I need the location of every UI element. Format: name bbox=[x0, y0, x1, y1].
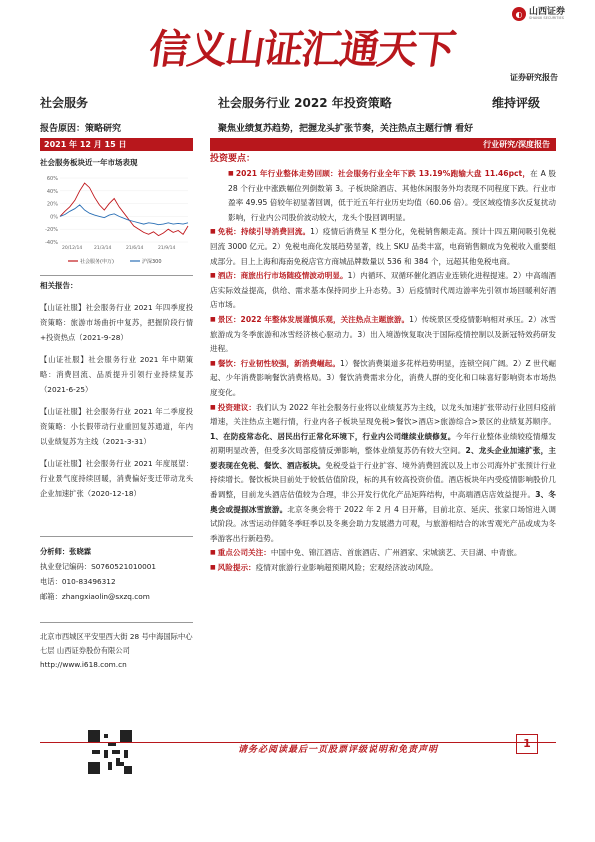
report-reason: 报告原因：策略研究 bbox=[40, 124, 122, 134]
bullet-icon: ■ bbox=[210, 359, 216, 367]
legend-label: 社会服务(申万) bbox=[80, 259, 114, 265]
logo-english: SHANXI SECURITIES bbox=[529, 15, 564, 20]
analyst-info bbox=[40, 544, 193, 604]
y-tick-label: 0% bbox=[50, 214, 58, 221]
related-reports bbox=[40, 300, 193, 508]
bullet-icon: ■ bbox=[210, 228, 216, 236]
report-category: 行业研究/深度报告 bbox=[210, 138, 556, 151]
point-text: 1）内循环、双循环催化酒店业连锁化进程提速。2）中高端酒店实际效益提高，供给、需求基本保持同步上升态势。3）后疫情时代周边游率先引领市场回暖利好酒店市场。 bbox=[210, 271, 556, 310]
investment-highlights bbox=[210, 153, 556, 576]
y-tick-label: 20% bbox=[46, 201, 58, 208]
point-heading: 景区：2022 年整体发展谨慎乐观，关注热点主题旅游。 bbox=[217, 314, 410, 324]
report-title: 社会服务行业 2022 年投资策略 bbox=[218, 96, 392, 110]
point-heading: 免税：持续引导消费回流。 bbox=[217, 227, 311, 237]
point-text: 1）传统景区受疫情影响相对承压。2）冰雪旅游成为冬季旅游和冰雪经济核心驱动力。3）出入境游恢复取决于国际疫情控制以及新冠特效药研发进程。 bbox=[210, 314, 557, 354]
point-emphasis: 1、在防疫常态化、居民出行正常化环境下，行业内公司继续业绩修复。 bbox=[210, 431, 456, 441]
point-heading: 重点公司关注： bbox=[217, 548, 271, 558]
bullet-icon: ■ bbox=[228, 170, 234, 177]
point-heading: 餐饮：行业韧性较强，新消费崛起。 bbox=[217, 358, 340, 368]
performance-chart bbox=[38, 170, 193, 270]
series-line bbox=[60, 205, 188, 225]
x-tick-label: 20/12/14 bbox=[62, 246, 83, 251]
bullet-icon: ■ bbox=[210, 564, 216, 572]
related-report-item[interactable]: 【山证社服】社会服务行业 2021 年度展望：行业景气度持续回暖，消费偏好变迁带动龙头企业加速扩张（2020-12-18） bbox=[40, 459, 193, 498]
bullet-icon: ■ bbox=[210, 272, 216, 280]
logo-name: 山西证券 bbox=[529, 6, 566, 17]
analyst-license: 执业登记编码：S0760521010001 bbox=[40, 562, 157, 571]
point-text: 我们认为 2022 年社会服务行业将以业绩复苏为主线，以龙头加速扩张带动行业回归疫前增速，关注热点主题行情，行业内各子板块呈现免税>餐饮>酒店>旅游综合>景区的业绩复苏顺序。 bbox=[210, 402, 557, 427]
section-heading: 投资要点： bbox=[210, 154, 256, 164]
bullet-icon: ■ bbox=[210, 549, 216, 557]
x-tick-label: 21/3/14 bbox=[94, 246, 112, 251]
bullet-icon: ■ bbox=[210, 403, 216, 411]
point-emphasis: 2、龙头企业加速扩张，主要表现在免税、餐饮、酒店板块。 bbox=[210, 446, 556, 470]
analyst-phone: 电话：010-83496312 bbox=[40, 577, 116, 586]
point-text: 北京冬奥会将于 2022 年 2 月 4 日开幕，目前北京、延庆、张家口场馆进入调试阶段。冰雪运动伴随冬季旺季以及冬奥会助力发展潜力可观，与旅游相结合的冰雪观光产品或成为冬季游客出行新趋势。 bbox=[210, 504, 557, 543]
company-address: 北京市西城区平安里西大街 28 号中海国际中心七层 山西证券股份有限公司 http://www.i618.com.cn bbox=[40, 632, 193, 669]
point-heading: 2021 年行业整体走势回顾：社会服务行业全年下跌 13.19%跑输大盘 11.46pct， bbox=[235, 169, 531, 178]
report-date: 2021 年 12 月 15 日 bbox=[40, 138, 193, 151]
analyst-email[interactable]: 邮箱：zhangxiaolin@sxzq.com bbox=[40, 592, 150, 601]
divider bbox=[40, 275, 193, 276]
y-tick-label: -40% bbox=[45, 240, 58, 246]
y-tick-label: -20% bbox=[45, 227, 58, 234]
y-tick-label: 40% bbox=[46, 188, 58, 195]
report-subtitle: 聚焦业绩复苏趋势，把握龙头扩张节奏，关注热点主题行情 看好 bbox=[218, 124, 474, 134]
point-text: 1）餐饮消费渠道多花样趋势明显，连锁空间广阔。2）Z 世代崛起、少年消费影响餐饮消费格局。3）餐饮消费需求分化，消费人群的变化和口味喜好影响资本市场热度变化。 bbox=[210, 358, 556, 397]
point-text: 疫情对旅游行业影响超预期风险；宏观经济波动风险。 bbox=[255, 563, 438, 573]
point-text: 免税受益于行业扩容、境外消费回流以及上市公司海外扩张预计行业持续增长。餐饮板块目前处于较低估值阶段，标的具有较高投资价值。酒店板块年内受疫情影响股价几番调整，目前龙头酒店估值较为合理，非公开发行优化产品矩阵结构，中高端酒店店效益提升。 bbox=[210, 460, 557, 500]
bullet-icon: ■ bbox=[210, 315, 216, 323]
point-heading: 风险提示： bbox=[217, 563, 256, 573]
qr-code-icon bbox=[88, 730, 132, 774]
logo-icon: ◐ bbox=[512, 7, 526, 21]
analyst-name: 分析师：张晓霖 bbox=[40, 547, 92, 556]
chart-title: 社会服务板块近一年市场表现 bbox=[40, 158, 138, 167]
y-tick-label: 60% bbox=[46, 176, 58, 182]
header-slogan: 信义山证汇通天下 bbox=[146, 26, 457, 73]
x-tick-label: 21/9/14 bbox=[158, 246, 176, 251]
point-text: 中国中免、锦江酒店、首旅酒店、广州酒家、宋城演艺、天目湖、中青旅。 bbox=[270, 548, 522, 558]
page-number: 1 bbox=[516, 734, 538, 754]
sector-name: 社会服务 bbox=[40, 96, 89, 110]
legend-label: 沪深300 bbox=[142, 259, 162, 265]
footer-disclaimer: 请务必阅读最后一页股票评级说明和免责声明 bbox=[238, 745, 439, 755]
point-emphasis: 3、冬奥会或提振冰雪旅游。 bbox=[210, 490, 556, 514]
related-report-item[interactable]: 【山证社服】社会服务行业 2021 年中期策略：消费回流、品质提升引领行业持续复苏（2021-6-25） bbox=[40, 355, 193, 394]
related-title: 相关报告： bbox=[40, 281, 78, 290]
point-heading: 酒店：商旅出行市场随疫情波动明显。 bbox=[217, 271, 348, 281]
divider bbox=[40, 622, 193, 623]
rating: 维持评级 bbox=[492, 96, 541, 110]
related-report-item[interactable]: 【山证社服】社会服务行业 2021 年二季度投资策略：小长假带动行业重回复苏通道，年内以业绩复苏为主线（2021-3-31） bbox=[40, 407, 193, 446]
x-tick-label: 21/6/14 bbox=[126, 246, 144, 251]
related-report-item[interactable]: 【山证社服】社会服务行业 2021 年四季度投资策略：旅游市场曲折中复苏，把握阶段行情+投资热点（2021-9-28） bbox=[40, 303, 193, 342]
point-heading: 投资建议： bbox=[217, 402, 257, 412]
company-logo bbox=[512, 7, 565, 21]
point-text: 在 A 股 28 个行业中涨跌幅位列倒数第 3。子板块除酒店、其他休闲服务外均表现不同程度下跌。行业市盈率 49.95 倍较年初显著回调，低于近五年行业历史均值（60.06 倍）。受区域疫情多次反复扰动影响，行业内公司股价波动较大，龙头个股回调明显。 bbox=[228, 169, 556, 222]
divider bbox=[40, 536, 193, 537]
point-text: 1）疫情后消费呈 K 型分化，免税销售额走高。预计十四五期间吸引免税回流 3000 亿元。2）免税电商化发展趋势显著，线上 SKU 品类丰富，电商销售额成为免税收入重要组成部分。目上上海和海南免税店官方商城品牌数量以 536 和 384 个，远超其他免税电商。 bbox=[210, 227, 556, 266]
report-type: 证券研究报告 bbox=[510, 73, 558, 82]
point-text: 今年行业整体业绩较疫情爆发初期明显改善，但受多次局部疫情反弹影响，整体业绩复苏仍有较大空间。 bbox=[210, 431, 556, 456]
